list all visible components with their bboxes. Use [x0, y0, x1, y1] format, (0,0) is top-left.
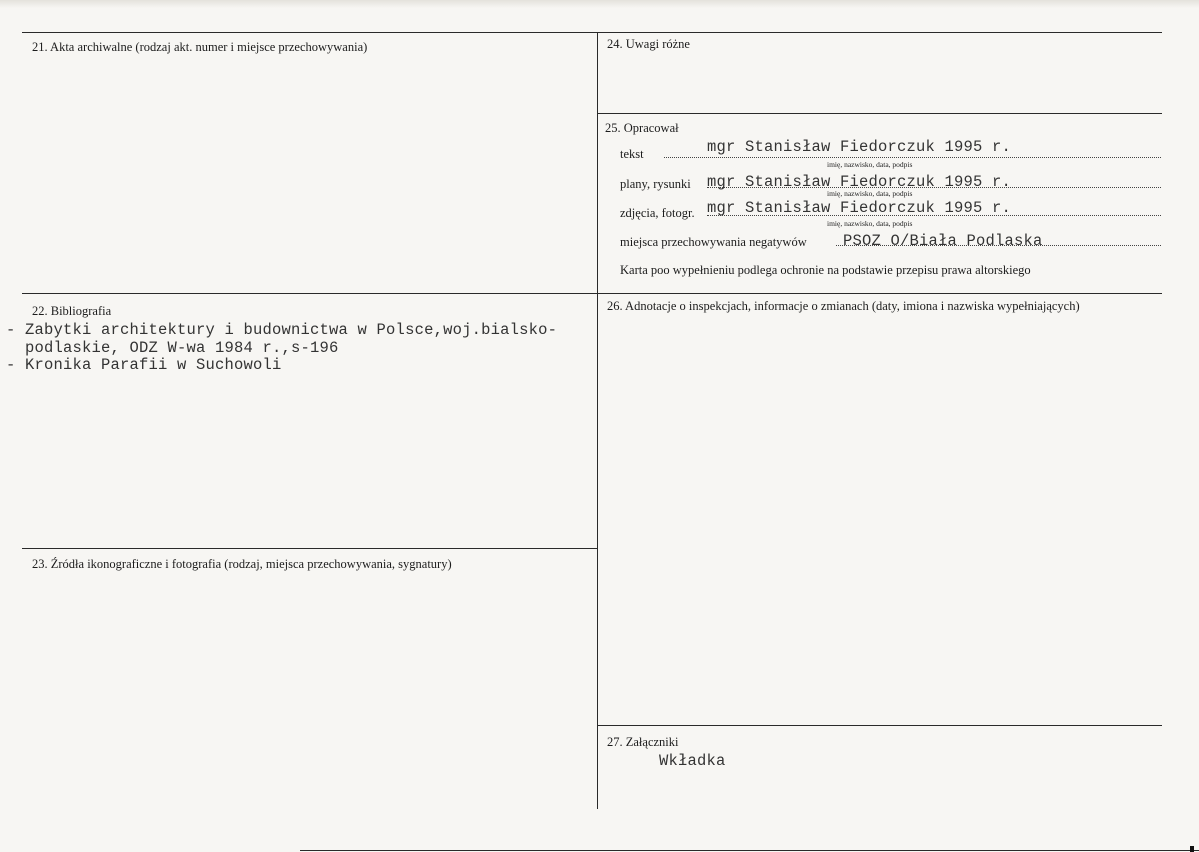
plany-caption: imię, nazwisko, data, podpis	[827, 189, 913, 198]
bottom-rule	[300, 850, 1199, 851]
zdjecia-caption: imię, nazwisko, data, podpis	[827, 219, 913, 228]
rule-21-22	[22, 293, 1162, 294]
section-24-label: 24. Uwagi różne	[607, 37, 690, 51]
section-21-label: 21. Akta archiwalne (rodzaj akt. numer i miejsce przechowywania)	[32, 40, 368, 54]
section-23-label: 23. Źródła ikonograficzne i fotografia (rodzaj, miejsca przechowywania, sygnatury)	[32, 557, 452, 571]
tekst-caption: imię, nazwisko, data, podpis	[827, 160, 913, 169]
negatywy-value: PSOZ O/Biała Podlaska	[843, 232, 1043, 250]
rule-22-23	[22, 548, 597, 549]
center-divider	[597, 32, 598, 809]
rule-24-25	[597, 113, 1162, 114]
plany-value: mgr Stanisław Fiedorczuk 1995 r.	[707, 173, 1012, 191]
plany-label: plany, rysunki	[620, 177, 691, 191]
paper-top-edge	[0, 0, 1199, 8]
top-rule	[22, 32, 1162, 33]
zdjecia-value: mgr Stanisław Fiedorczuk 1995 r.	[707, 199, 1012, 217]
rule-26-27	[597, 725, 1162, 726]
bibliography-line-1: - Zabytki architektury i budownictwa w Polsce,woj.bialsko-	[6, 321, 558, 339]
section-26-label: 26. Adnotacje o inspekcjach, informacje o zmianach (daty, imiona i nazwiska wypełniających)	[607, 299, 1080, 313]
corner-mark	[1190, 846, 1194, 852]
tekst-dotted-line	[664, 157, 1161, 158]
tekst-value: mgr Stanisław Fiedorczuk 1995 r.	[707, 138, 1012, 156]
tekst-label: tekst	[620, 147, 644, 161]
bibliography-line-2: podlaskie, ODZ W-wa 1984 r.,s-196	[6, 339, 339, 357]
bibliography-line-3: - Kronika Parafii w Suchowoli	[6, 356, 282, 374]
attachments-value: Wkładka	[659, 752, 726, 770]
section-27-label: 27. Załączniki	[607, 735, 679, 749]
section-22-label: 22. Bibliografia	[32, 304, 112, 318]
zdjecia-label: zdjęcia, fotogr.	[620, 206, 695, 220]
section-25-label: 25. Opracował	[605, 121, 679, 135]
copyright-note: Karta poo wypełnieniu podlega ochronie na podstawie przepisu prawa altorskiego	[620, 263, 1031, 277]
negatywy-label: miejsca przechowywania negatywów	[620, 235, 807, 249]
